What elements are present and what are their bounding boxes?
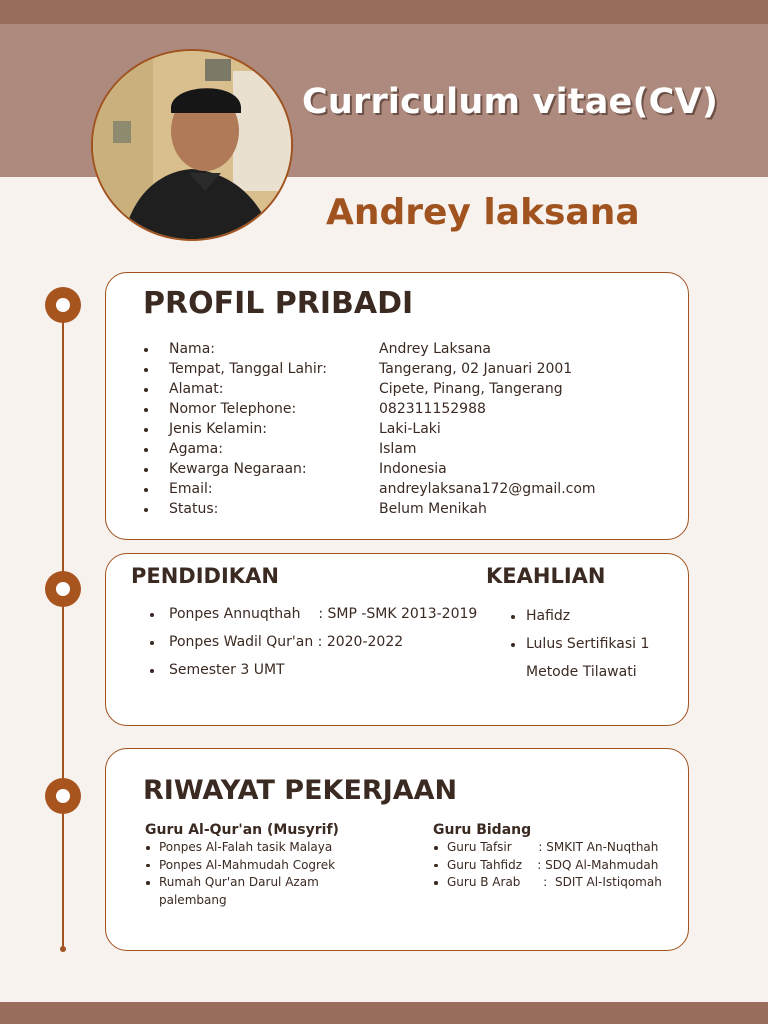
cv-title: Curriculum vitae(CV) [302, 82, 719, 122]
bottom-strip [0, 1002, 768, 1024]
work-item: Guru Tahfidz : SDQ Al-Mahmudah [433, 857, 683, 875]
timeline-line [62, 305, 64, 950]
profile-label: Status: [169, 501, 219, 517]
education-item: Semester 3 UMT [153, 660, 477, 688]
work-column-guru-bidang [433, 821, 683, 892]
work-item: Ponpes Al-Mahmudah Cogrek [145, 857, 395, 875]
profile-label: Tempat, Tanggal Lahir: [169, 361, 328, 377]
profile-label: Nomor Telephone: [169, 401, 297, 417]
work-column-title: Guru Bidang [433, 822, 532, 838]
work-item: Ponpes Al-Falah tasik Malaya [145, 839, 395, 857]
work-item: Guru B Arab : SDIT Al-Istiqomah [433, 874, 683, 892]
work-list [433, 839, 683, 892]
skills-list [511, 602, 681, 686]
profile-label: Agama: [169, 441, 223, 457]
person-photo-icon [93, 51, 291, 239]
profile-value: Cipete, Pinang, Tangerang [379, 381, 563, 397]
work-column-musyrif [145, 821, 395, 909]
skill-item: Hafidz [511, 602, 681, 630]
education-item: Ponpes Wadil Qur'an : 2020-2022 [153, 632, 477, 660]
work-item: Rumah Qur'an Darul Azam palembang [145, 874, 395, 909]
profile-value: 082311152988 [379, 401, 486, 417]
skill-item: Lulus Sertifikasi 1 Metode Tilawati [511, 630, 681, 686]
profile-value: Tangerang, 02 Januari 2001 [379, 361, 573, 377]
work-section-title: RIWAYAT PEKERJAAN [143, 775, 458, 806]
profile-value: Belum Menikah [379, 501, 487, 517]
profile-card [105, 272, 689, 540]
profile-label: Nama: [169, 341, 215, 357]
profile-label: Email: [169, 481, 213, 497]
profile-value: Islam [379, 441, 417, 457]
work-column-title: Guru Al-Qur'an (Musyrif) [145, 822, 339, 838]
work-list [145, 839, 395, 909]
profile-label: Kewarga Negaraan: [169, 461, 307, 477]
profile-photo [91, 49, 293, 241]
education-item: Ponpes Annuqthah : SMP -SMK 2013-2019 [153, 604, 477, 632]
profile-value: Andrey Laksana [379, 341, 491, 357]
top-strip [0, 0, 768, 24]
timeline-dot-work [45, 778, 81, 814]
timeline-dot-education [45, 571, 81, 607]
person-name: Andrey laksana [326, 192, 640, 233]
profile-section-title: PROFIL PRIBADI [143, 286, 414, 321]
profile-value: andreylaksana172@gmail.com [379, 481, 596, 497]
profile-label: Jenis Kelamin: [169, 421, 267, 437]
skills-section-title: KEAHLIAN [486, 564, 606, 588]
profile-value: Indonesia [379, 461, 447, 477]
work-history-card [105, 748, 689, 951]
timeline-dot-profile [45, 287, 81, 323]
profile-label: Alamat: [169, 381, 224, 397]
education-skills-card [105, 553, 689, 726]
profile-value: Laki-Laki [379, 421, 441, 437]
education-list [153, 604, 477, 688]
education-section-title: PENDIDIKAN [131, 564, 279, 588]
timeline-end-dot [60, 946, 66, 952]
work-item: Guru Tafsir : SMKIT An-Nuqthah [433, 839, 683, 857]
